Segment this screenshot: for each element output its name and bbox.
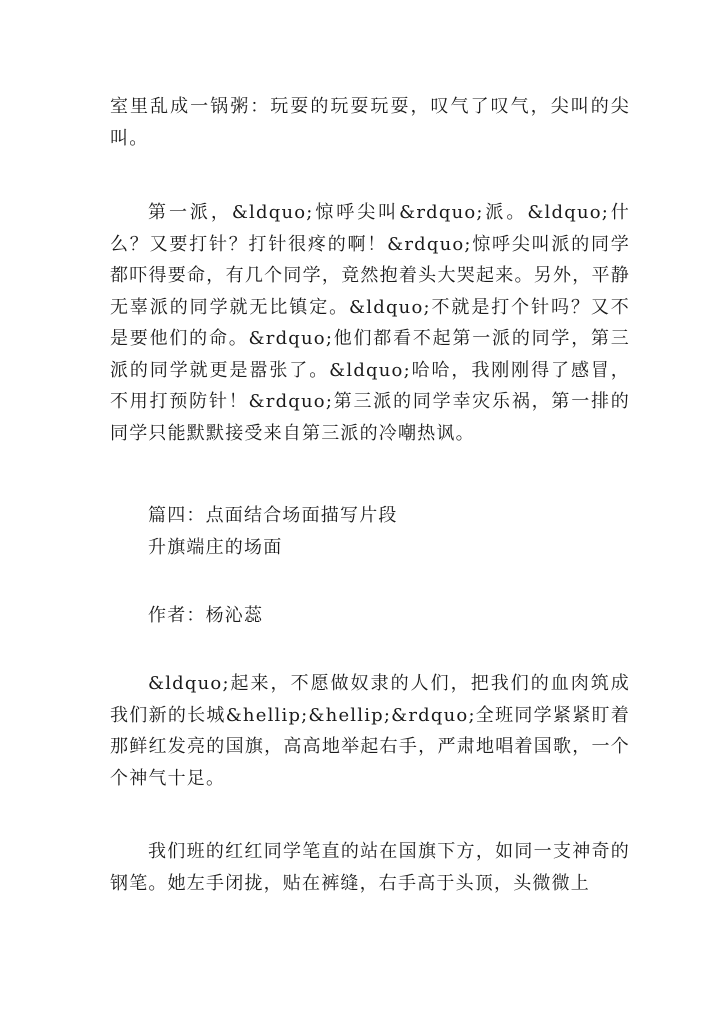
section-subheading: 升旗端庄的场面 <box>148 537 283 558</box>
paragraph-three-factions: 第一派，&ldquo;惊呼尖叫&rdquo;派。&ldquo;什么？又要打针？打针很疼的啊！&rdquo;惊呼尖叫派的同学都吓得要命，有几个同学，竟然抱着头大哭起来。另外，平静无辜派的同学就无比镇定。&ldquo;不就是打个针吗？又不是要他们的命。&rdquo;他们都看不起第一派的同学，第三派的同学就更是嚣张了。&ldquo;哈哈，我刚刚得了感冒，不用打预防针！&rdquo;第三派的同学幸灾乐祸，第一排的同学只能默默接受来自第三派的冷嘲热讽。 <box>110 202 630 444</box>
paragraph-flag-raiser: 我们班的红红同学笔直的站在国旗下方，如同一支神奇的钢笔。她左手闭拢，贴在裤缝，右手高于头顶，头微微上 <box>110 841 630 894</box>
author-line: 作者：杨沁蕊 <box>148 605 264 626</box>
section-heading: 篇四：点面结合场面描写片段 <box>148 505 398 526</box>
paragraph-continuation: 室里乱成一锅粥：玩耍的玩耍玩耍，叹气了叹气，尖叫的尖叫。 <box>110 96 630 149</box>
paragraph-anthem: &ldquo;起来，不愿做奴隶的人们，把我们的血肉筑成我们新的长城&hellip;&hellip;&rdquo;全班同学紧紧盯着那鲜红发亮的国旗，高高地举起右手，严肃地唱着国歌，一个个神气十足。 <box>110 673 630 789</box>
